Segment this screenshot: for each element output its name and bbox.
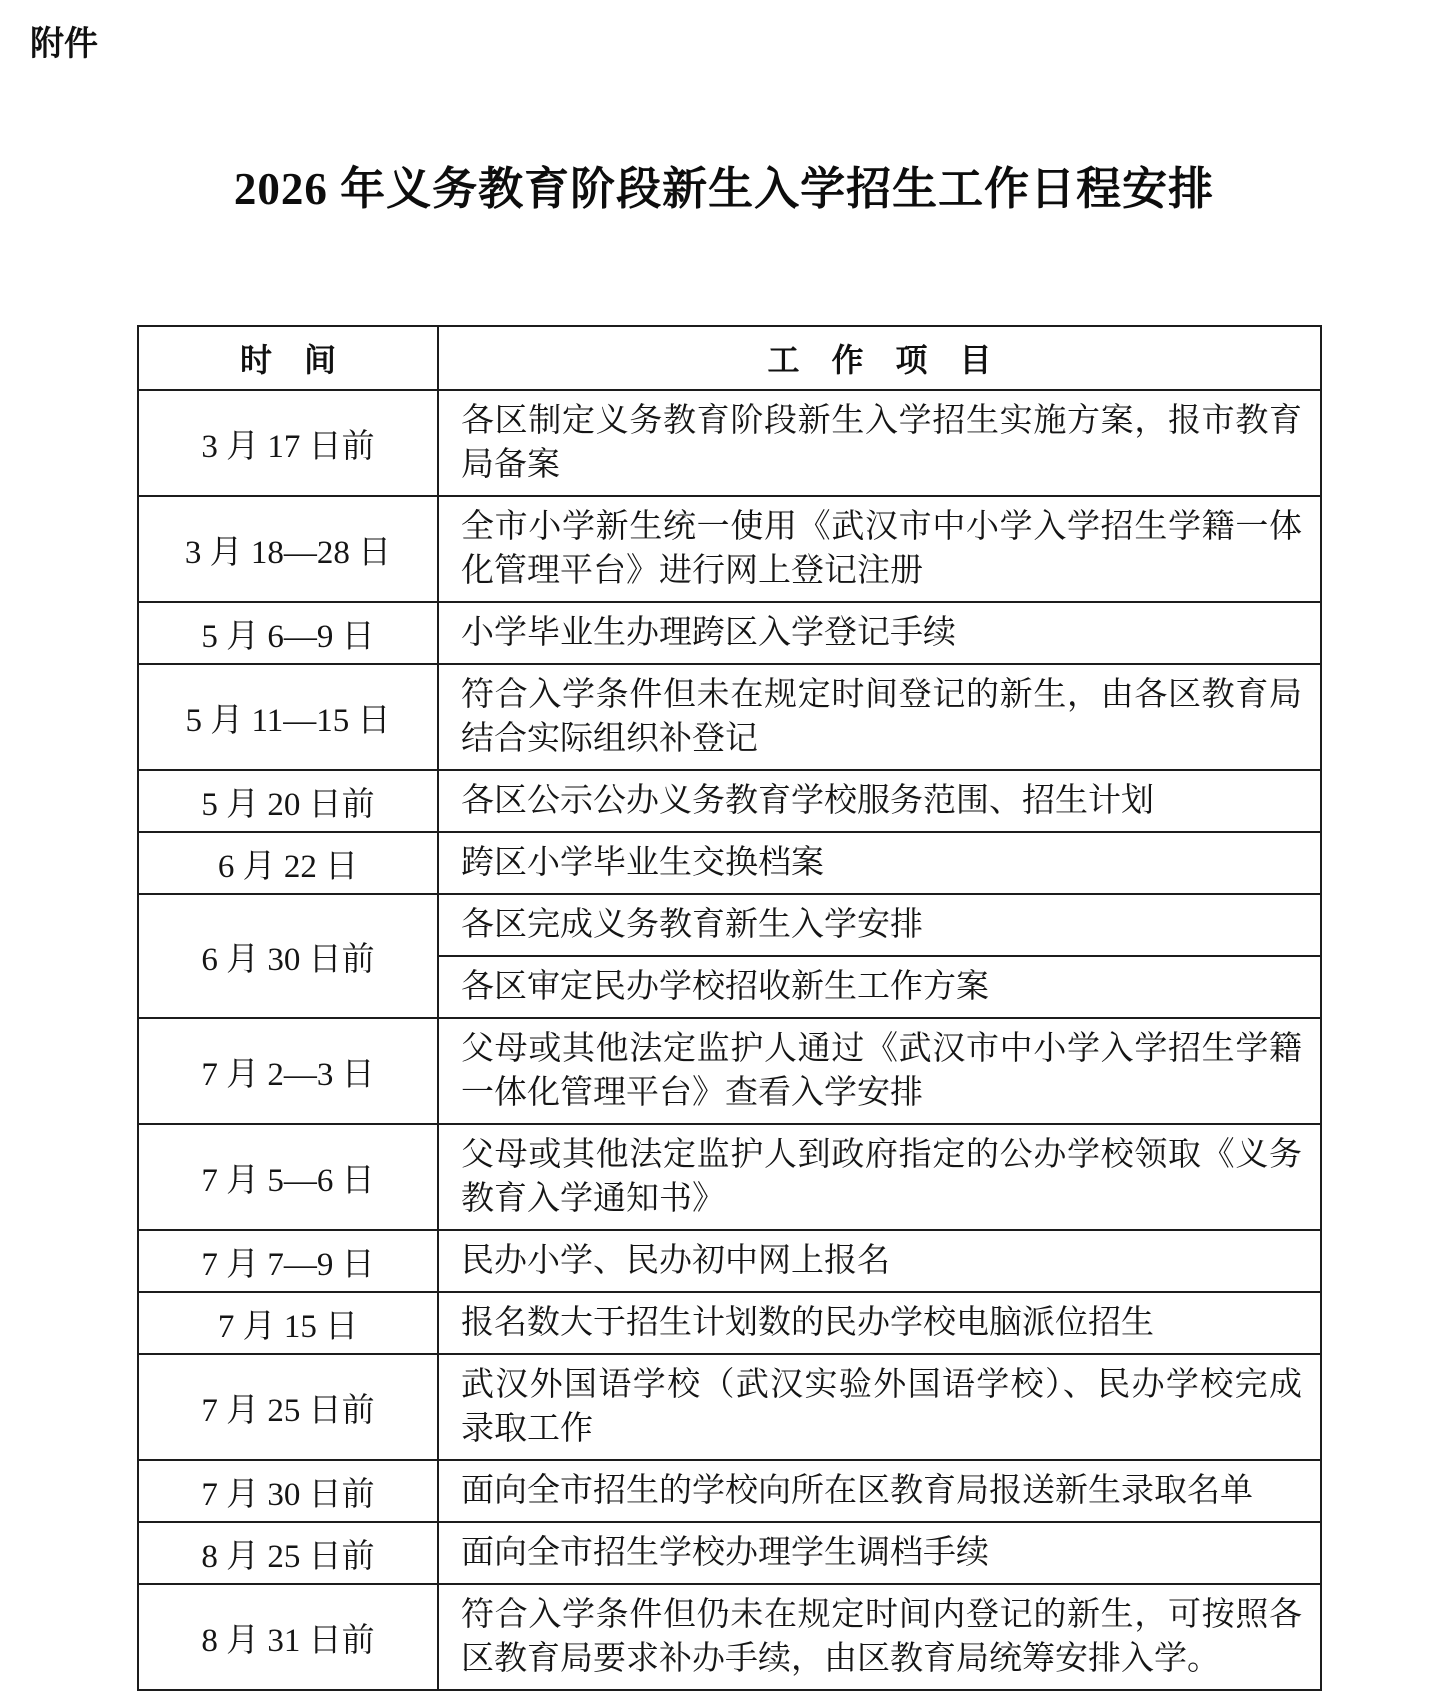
header-task: 工 作 项 目 (438, 326, 1321, 390)
table-row (138, 1230, 1321, 1292)
header-time: 时 间 (138, 326, 438, 390)
task-cell: 各区审定民办学校招收新生工作方案 (438, 956, 1321, 1018)
table-row (138, 1522, 1321, 1584)
time-cell: 3 月 17 日前 (138, 390, 438, 496)
task-cell: 父母或其他法定监护人到政府指定的公办学校领取《义务教育入学通知书》 (438, 1124, 1321, 1230)
attachment-label: 附件 (30, 25, 98, 63)
time-cell: 7 月 25 日前 (138, 1354, 438, 1460)
table-row (138, 894, 1321, 956)
task-cell: 符合入学条件但仍未在规定时间内登记的新生，可按照各区教育局要求补办手续，由区教育局统筹安排入学。 (438, 1584, 1321, 1690)
time-cell: 3 月 18—28 日 (138, 496, 438, 602)
task-cell: 报名数大于招生计划数的民办学校电脑派位招生 (438, 1292, 1321, 1354)
time-cell: 5 月 20 日前 (138, 770, 438, 832)
table-row (138, 1124, 1321, 1230)
time-cell: 8 月 31 日前 (138, 1584, 438, 1690)
table-row (138, 832, 1321, 894)
task-cell: 各区完成义务教育新生入学安排 (438, 894, 1321, 956)
time-cell: 6 月 22 日 (138, 832, 438, 894)
time-cell: 5 月 11—15 日 (138, 664, 438, 770)
page-title: 2026 年义务教育阶段新生入学招生工作日程安排 (233, 164, 1215, 214)
time-cell: 7 月 2—3 日 (138, 1018, 438, 1124)
task-cell: 全市小学新生统一使用《武汉市中小学入学招生学籍一体化管理平台》进行网上登记注册 (438, 496, 1321, 602)
task-cell: 小学毕业生办理跨区入学登记手续 (438, 602, 1321, 664)
table-row (138, 496, 1321, 602)
table-header-row (138, 326, 1321, 390)
table-row (138, 390, 1321, 496)
time-cell: 8 月 25 日前 (138, 1522, 438, 1584)
task-cell: 武汉外国语学校（武汉实验外国语学校）、民办学校完成录取工作 (438, 1354, 1321, 1460)
time-cell: 5 月 6—9 日 (138, 602, 438, 664)
table-row (138, 664, 1321, 770)
time-cell: 7 月 15 日 (138, 1292, 438, 1354)
table-row (138, 1018, 1321, 1124)
time-cell: 7 月 7—9 日 (138, 1230, 438, 1292)
task-cell: 跨区小学毕业生交换档案 (438, 832, 1321, 894)
table-row (138, 1584, 1321, 1690)
time-cell: 7 月 5—6 日 (138, 1124, 438, 1230)
task-cell: 父母或其他法定监护人通过《武汉市中小学入学招生学籍一体化管理平台》查看入学安排 (438, 1018, 1321, 1124)
task-cell: 民办小学、民办初中网上报名 (438, 1230, 1321, 1292)
table-row (138, 1460, 1321, 1522)
task-cell: 符合入学条件但未在规定时间登记的新生，由各区教育局结合实际组织补登记 (438, 664, 1321, 770)
time-cell: 7 月 30 日前 (138, 1460, 438, 1522)
table-row (138, 770, 1321, 832)
task-cell: 面向全市招生学校办理学生调档手续 (438, 1522, 1321, 1584)
table-row (138, 1292, 1321, 1354)
time-cell-merged: 6 月 30 日前 (138, 894, 438, 1018)
table-row (138, 1354, 1321, 1460)
task-cell: 面向全市招生的学校向所在区教育局报送新生录取名单 (438, 1460, 1321, 1522)
task-cell: 各区公示公办义务教育学校服务范围、招生计划 (438, 770, 1321, 832)
schedule-table (137, 325, 1322, 1691)
table-row (138, 602, 1321, 664)
task-cell: 各区制定义务教育阶段新生入学招生实施方案，报市教育局备案 (438, 390, 1321, 496)
